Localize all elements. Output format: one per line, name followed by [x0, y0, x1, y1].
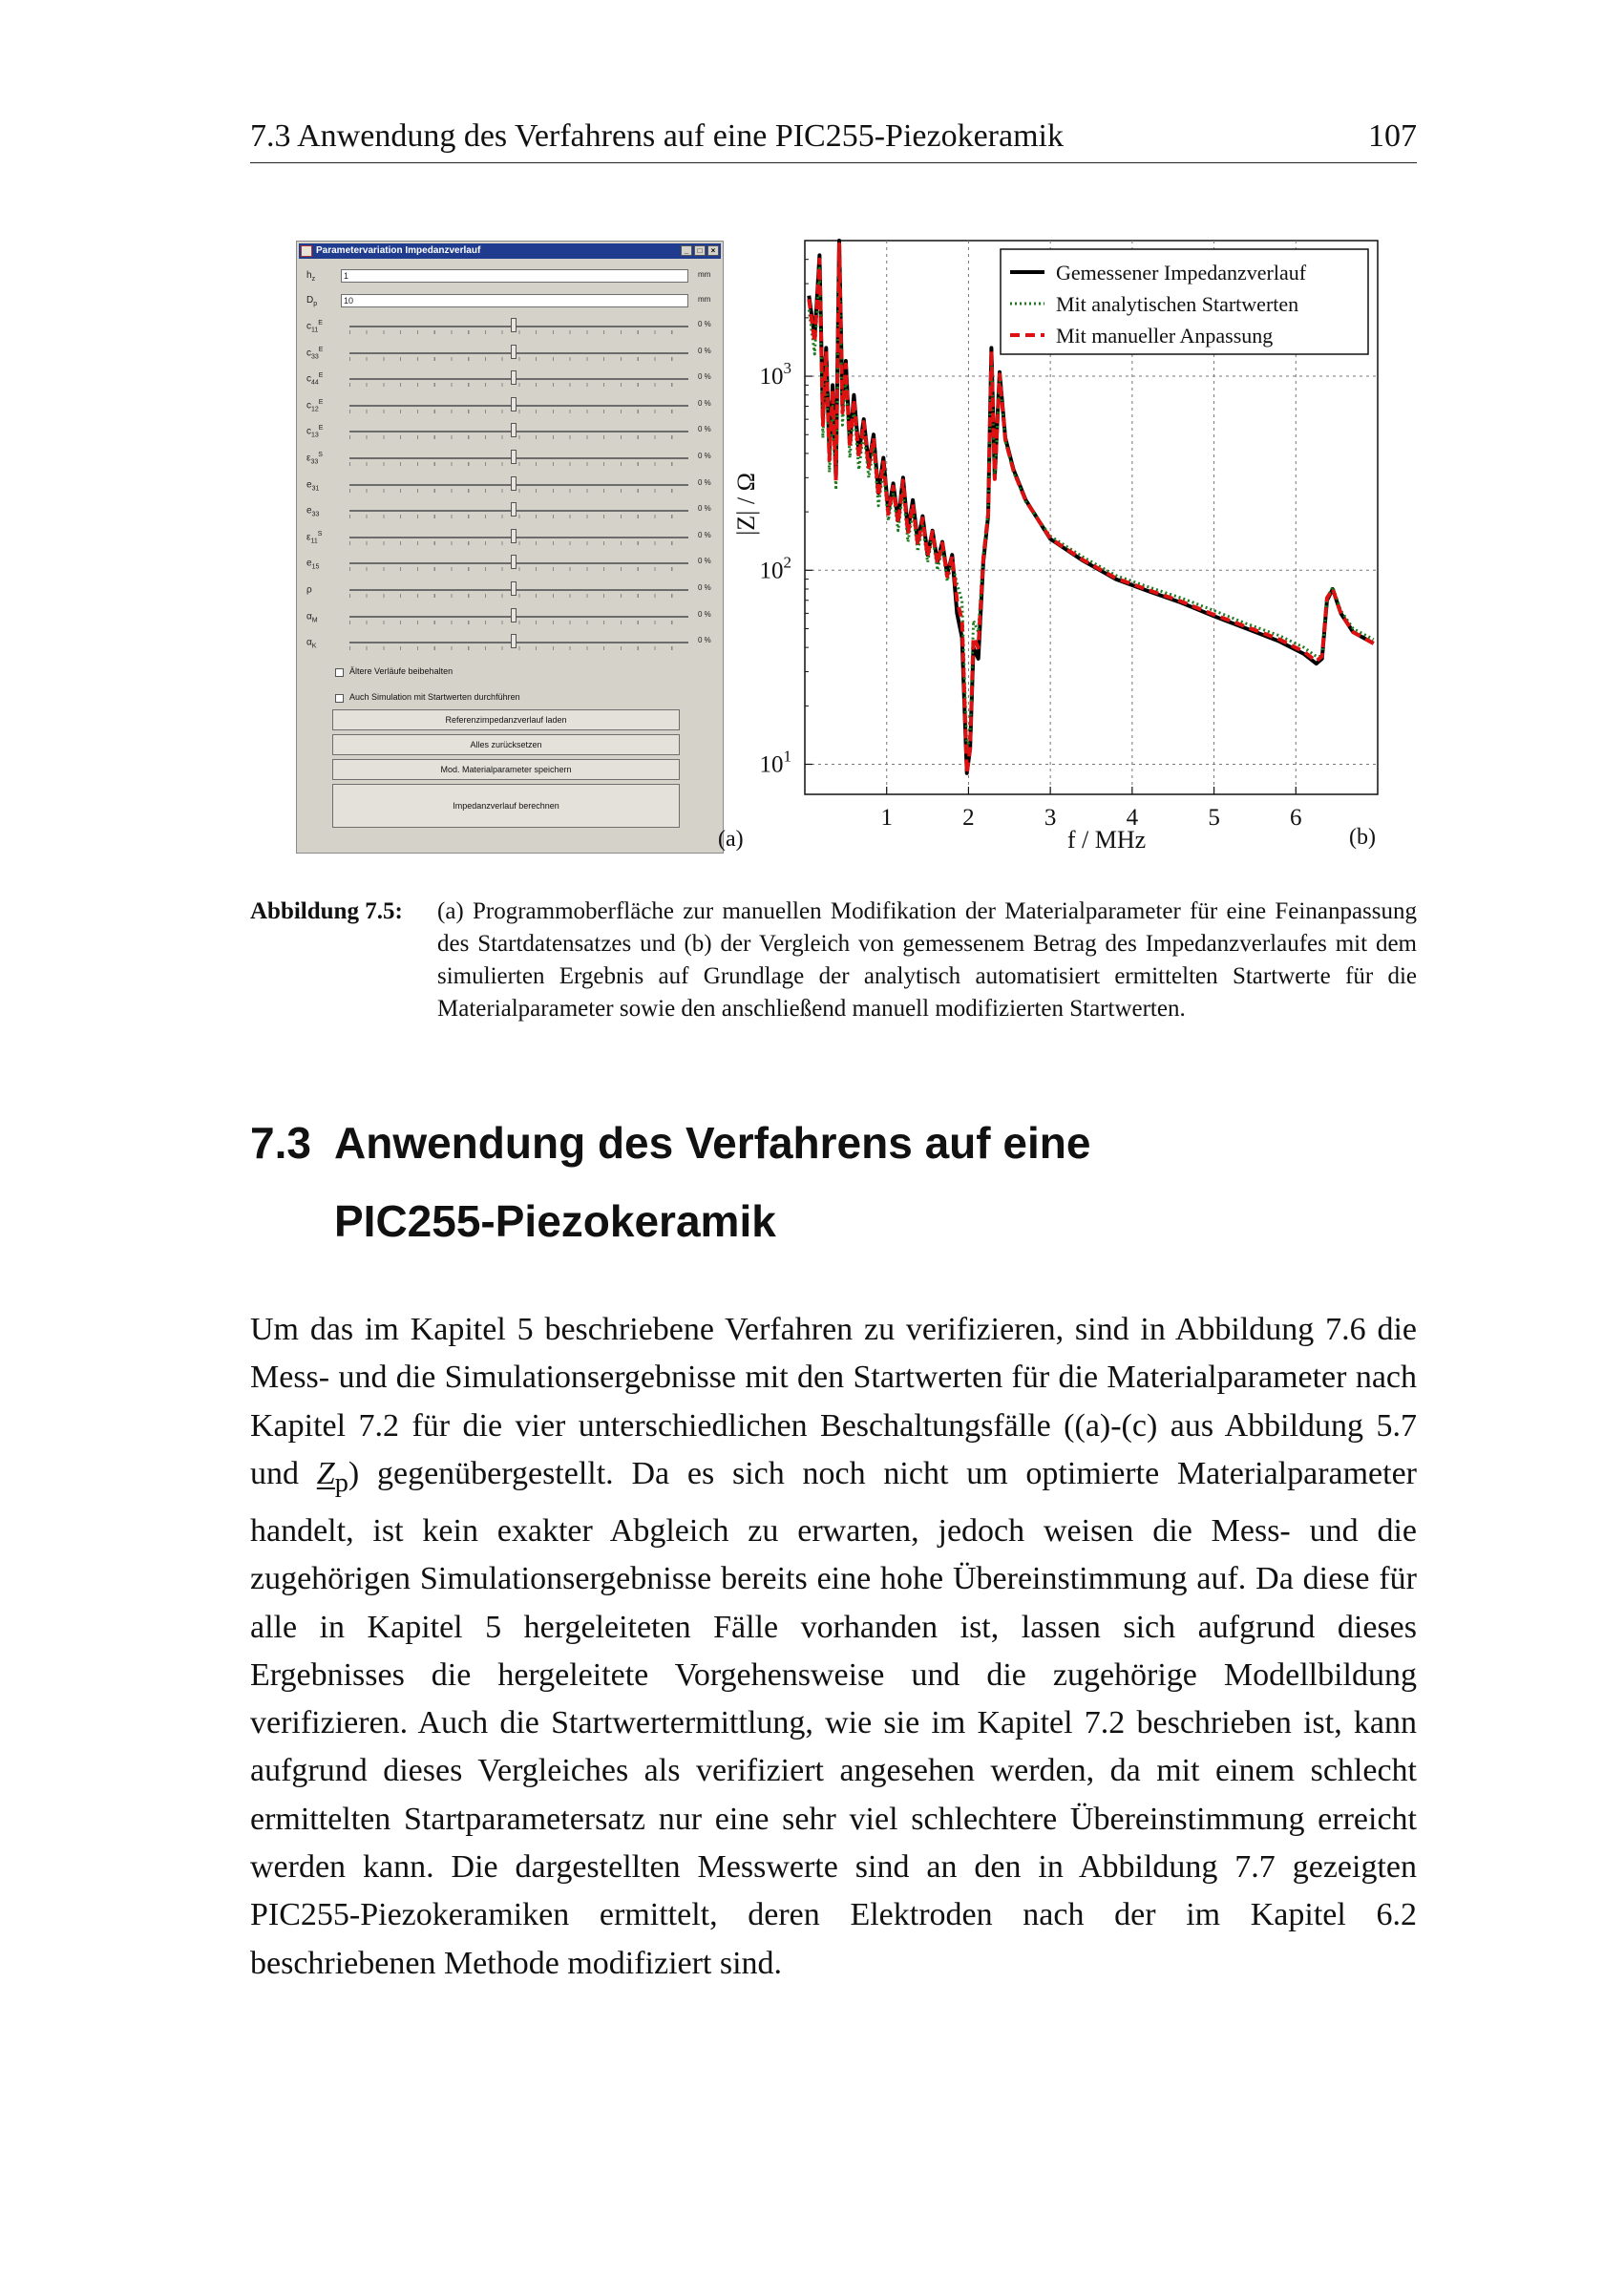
legend-entry: Gemessener Impedanzverlauf [1056, 261, 1307, 285]
gui-slider-ticks [349, 594, 688, 598]
gui-slider-track[interactable] [349, 562, 688, 564]
y-tick-label: $10^1$ [759, 747, 791, 778]
gui-slider-symbol: $\varepsilon_{11}^S$ [306, 530, 323, 545]
checkbox-box[interactable] [335, 668, 344, 677]
y-tick-label: $10^3$ [759, 359, 791, 390]
gui-slider-row [306, 553, 715, 576]
checkbox-box[interactable] [335, 694, 344, 703]
gui-slider-thumb[interactable] [511, 476, 517, 491]
gui-slider-thumb[interactable] [511, 370, 517, 385]
section-number: 7.3 [250, 1118, 311, 1168]
app-icon [301, 245, 312, 257]
gui-field-symbol: $h_z$ [306, 270, 316, 283]
gui-slider-row [306, 475, 715, 497]
gui-slider-thumb[interactable] [511, 634, 517, 648]
gui-field-unit: mm [698, 270, 711, 279]
gui-slider-thumb[interactable] [511, 450, 517, 464]
gui-slider-row [306, 395, 715, 418]
panel-label-a: (a) [718, 827, 744, 852]
gui-slider-value: 0 % [698, 557, 711, 566]
gui-slider-track[interactable] [349, 484, 688, 486]
x-tick-label: 4 [1126, 805, 1139, 831]
gui-slider-value: 0 % [698, 425, 711, 434]
gui-slider-thumb[interactable] [511, 423, 517, 437]
panel-label-b: (b) [1349, 825, 1376, 850]
running-header-title: 7.3 Anwendung des Verfahrens auf eine PIC255-Piezokeramik [250, 118, 1064, 154]
gui-button[interactable]: Alles zurücksetzen [332, 734, 680, 755]
gui-slider-symbol: $c_{44}^E$ [306, 372, 324, 387]
gui-slider-symbol: $\alpha_K$ [306, 637, 317, 650]
gui-slider-row [306, 606, 715, 629]
gui-slider-ticks [349, 541, 688, 545]
gui-slider-thumb[interactable] [511, 608, 517, 622]
gui-slider-track[interactable] [349, 616, 688, 618]
gui-slider-symbol: $c_{33}^E$ [306, 346, 324, 360]
gui-slider-row [306, 632, 715, 655]
section-title-line1: Anwendung des Verfahrens auf eine [334, 1118, 1091, 1168]
impedance-chart [707, 229, 1394, 859]
gui-slider-thumb[interactable] [511, 318, 517, 332]
gui-slider-thumb[interactable] [511, 581, 517, 596]
gui-slider-track[interactable] [349, 405, 688, 407]
gui-slider-track[interactable] [349, 326, 688, 327]
maximize-icon[interactable]: □ [694, 245, 706, 256]
gui-slider-value: 0 % [698, 477, 711, 487]
gui-button[interactable]: Referenzimpedanzverlauf laden [332, 709, 680, 730]
gui-slider-symbol: $e_{33}$ [306, 505, 320, 518]
gui-titlebar [299, 243, 721, 259]
gui-slider-ticks [349, 646, 688, 650]
gui-slider-value: 0 % [698, 398, 711, 408]
gui-checkbox[interactable] [335, 665, 622, 681]
gui-field-input[interactable]: 10 [341, 294, 688, 307]
gui-slider-thumb[interactable] [511, 502, 517, 517]
body-paragraph [250, 1306, 1417, 1988]
gui-slider-value: 0 % [698, 320, 711, 328]
x-tick-label: 3 [1044, 805, 1057, 831]
gui-slider-thumb[interactable] [511, 555, 517, 569]
gui-button[interactable]: Mod. Materialparameter speichern [332, 759, 680, 780]
gui-slider-track[interactable] [349, 378, 688, 380]
caption-text: (a) Programmoberfläche zur manuellen Modifikation der Materialparameter für eine Feinanpassung des Startdatensatzes und (b) der Vergleich von gemessenem Betrag des Impedanzverlaufes mit dem simulierten Ergebnis auf Grundlage der analytisch automatisiert ermittelten Startwerte für die Materialparameter sowie den anschließend manuell modifizierten Startwerten. [437, 898, 1417, 1022]
section-title-line2: PIC255-Piezokeramik [334, 1196, 776, 1246]
gui-slider-value: 0 % [698, 372, 711, 382]
gui-slider-row [306, 369, 715, 391]
x-tick-label: 5 [1208, 805, 1220, 831]
gui-slider-symbol: $\varepsilon_{33}^S$ [306, 452, 323, 466]
gui-slider-thumb[interactable] [511, 345, 517, 359]
gui-slider-ticks [349, 621, 688, 624]
gui-slider-value: 0 % [698, 583, 711, 592]
gui-button[interactable]: Impedanzverlauf berechnen [332, 784, 680, 828]
gui-slider-track[interactable] [349, 510, 688, 512]
y-tick-label: $10^2$ [759, 553, 791, 584]
gui-slider-ticks [349, 410, 688, 413]
x-axis-label: f / MHz [1066, 826, 1147, 854]
gui-slider-row [306, 448, 715, 471]
gui-slider-row [306, 316, 715, 339]
gui-slider-value: 0 % [698, 530, 711, 539]
gui-field-row [306, 266, 715, 289]
gui-slider-symbol: $c_{12}^E$ [306, 398, 324, 413]
legend-entry: Mit analytischen Startwerten [1056, 292, 1299, 316]
body-text-part2: ) gegenübergestellt. Da es sich noch nicht um optimierte Materialparameter handelt, ist kein exakter Abgleich zu erwarten, jedoch weisen die Mess- und die zugehörigen Simulationsergebnisse bereits eine hohe Übereinstimmung auf. Da diese für alle in Kapitel 5 hergeleiteten Fälle vorhanden ist, lassen sich aufgrund dieses Ergebnisses die hergeleitete Vorgehensweise und die zugehörige Modellbildung verifizieren. Auch die Startwertermittlung, wie sie im Kapitel 7.2 beschrieben ist, kann aufgrund dieses Vergleiches als verifiziert angesehen werden, da mit einem schlecht ermittelten Startparametersatz nur eine sehr viel schlechtere Übereinstimmung erreicht werden kann. Die dargestellten Messwerte sind an den in Abbildung 7.7 gezeigten PIC255-Piezokeramiken ermittelt, deren Elektroden nach der im Kapitel 6.2 beschriebenen Methode modifiziert sind. [250, 1455, 1418, 1981]
gui-slider-row [306, 421, 715, 444]
gui-slider-ticks [349, 435, 688, 439]
gui-slider-track[interactable] [349, 589, 688, 591]
gui-window-title: Parametervariation Impedanzverlauf [316, 245, 481, 256]
minimize-icon[interactable]: _ [681, 245, 692, 256]
gui-slider-track[interactable] [349, 352, 688, 354]
gui-slider-row [306, 500, 715, 523]
x-tick-label: 6 [1290, 805, 1302, 831]
gui-slider-track[interactable] [349, 431, 688, 432]
gui-slider-value: 0 % [698, 452, 711, 460]
checkbox-label: Ältere Verläufe beibehalten [349, 666, 453, 676]
gui-slider-track[interactable] [349, 537, 688, 538]
gui-checkbox[interactable] [335, 691, 622, 707]
running-header [250, 118, 1417, 163]
y-axis-label: |Z| / Ω [732, 473, 760, 536]
gui-slider-ticks [349, 462, 688, 466]
close-icon[interactable]: × [707, 245, 719, 256]
gui-slider-track[interactable] [349, 457, 688, 459]
legend-entry: Mit manueller Anpassung [1056, 324, 1274, 348]
gui-slider-row [306, 343, 715, 366]
gui-slider-ticks [349, 383, 688, 387]
gui-slider-value: 0 % [698, 504, 711, 514]
gui-field-row [306, 291, 715, 314]
gui-slider-value: 0 % [698, 346, 711, 355]
gui-slider-ticks [349, 567, 688, 571]
gui-slider-symbol: $e_{15}$ [306, 558, 320, 571]
gui-slider-ticks [349, 489, 688, 493]
body-text-part1: Um das im Kapitel 5 beschriebene Verfahren zu verifizieren, sind in Abbildung 7.6 die Mess- und die Simulationsergebnisse mit den Startwerten für die Materialparameter nach Kapitel 7.2 für die vier unterschiedlichen Beschaltungsfälle ((a)-(c) aus Abbildung 5.7 und [250, 1312, 1417, 1491]
gui-slider-symbol: $e_{31}$ [306, 478, 320, 492]
x-tick-label: 1 [880, 805, 893, 831]
gui-screenshot-window [296, 241, 724, 854]
gui-slider-symbol: $\alpha_M$ [306, 610, 318, 623]
gui-slider-symbol: $c_{11}^E$ [306, 320, 323, 334]
gui-slider-value: 0 % [698, 636, 711, 645]
gui-slider-value: 0 % [698, 609, 711, 619]
gui-slider-track[interactable] [349, 642, 688, 643]
page-number: 107 [1368, 118, 1417, 154]
zp-subscript: p [334, 1467, 348, 1498]
gui-slider-row [306, 527, 715, 550]
gui-slider-symbol: $c_{13}^E$ [306, 425, 324, 439]
caption-label: Abbildung 7.5: [250, 898, 403, 924]
gui-field-symbol: $D_p$ [306, 295, 318, 307]
gui-slider-thumb[interactable] [511, 529, 517, 543]
gui-slider-row [306, 580, 715, 602]
checkbox-label: Auch Simulation mit Startwerten durchführen [349, 692, 520, 702]
zp-base: Z [316, 1455, 335, 1491]
gui-slider-symbol: ρ [306, 584, 312, 596]
zp-symbol [316, 1455, 348, 1498]
x-tick-label: 2 [962, 805, 975, 831]
gui-slider-thumb[interactable] [511, 397, 517, 411]
gui-slider-ticks [349, 330, 688, 334]
gui-slider-ticks [349, 357, 688, 361]
gui-field-unit: mm [698, 295, 711, 304]
gui-slider-ticks [349, 515, 688, 518]
gui-field-input[interactable]: 1 [341, 269, 688, 283]
